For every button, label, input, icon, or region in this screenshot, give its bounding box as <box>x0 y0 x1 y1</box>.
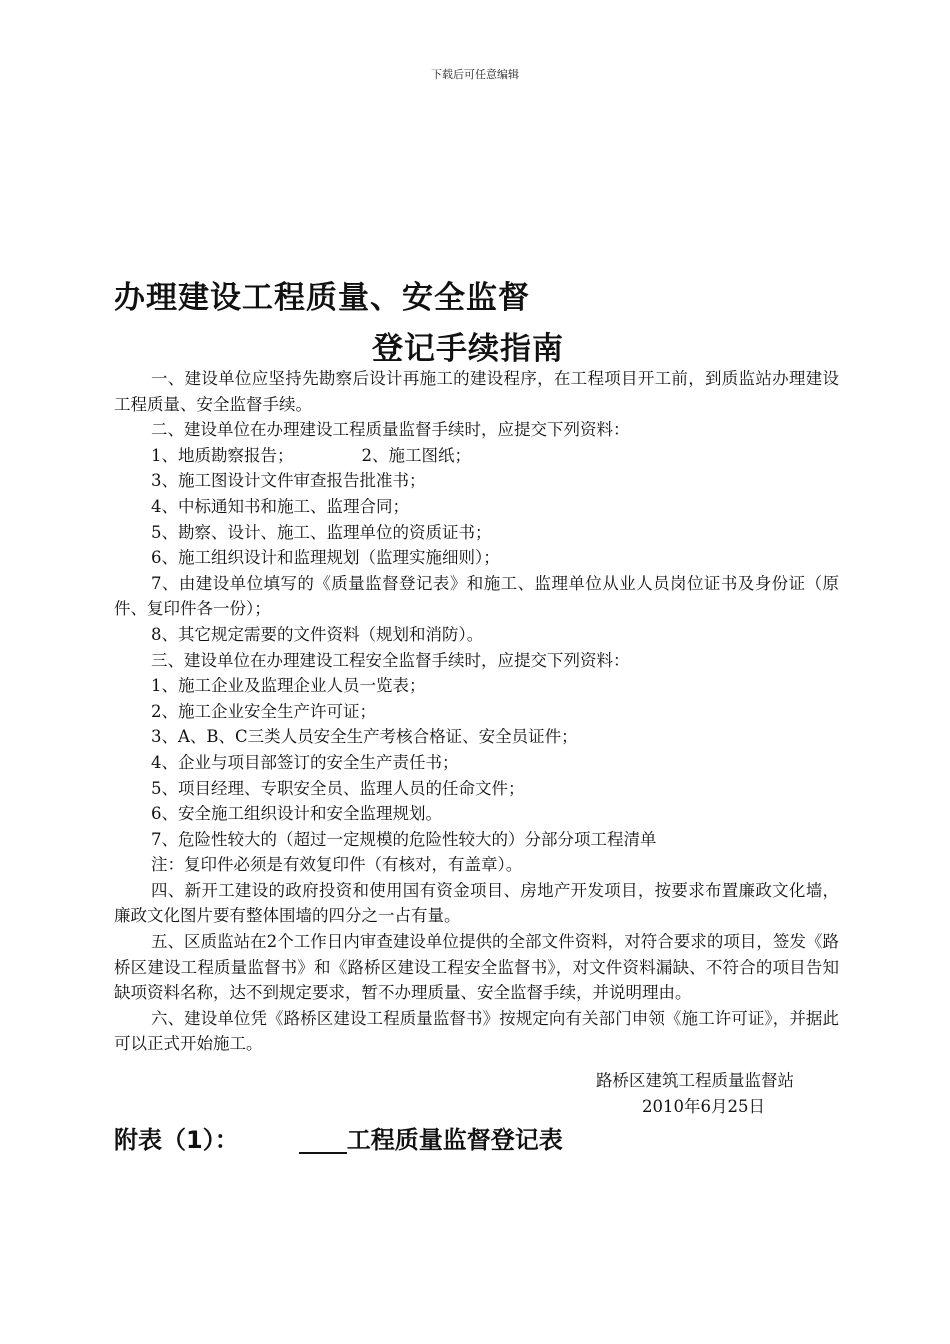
paragraph-6: 六、建设单位凭《路桥区建设工程质量监督书》按规定向有关部门申领《施工许可证》，并据此可以正式开始施工。 <box>114 1008 839 1054</box>
appendix-title: 工程质量监督登记表 <box>346 1126 563 1154</box>
paragraph-3: 三、建设单位在办理建设工程安全监督手续时，应提交下列资料： <box>151 650 630 670</box>
safety-item-2: 2、施工企业安全生产许可证； <box>151 701 376 721</box>
safety-item-5: 5、项目经理、专职安全员、监理人员的任命文件； <box>151 778 525 798</box>
header-note: 下载后可任意编辑 <box>431 68 519 81</box>
appendix-label: 附表（1）： <box>114 1126 239 1154</box>
safety-item-3: 3、A、B、C三类人员安全生产考核合格证、安全员证件； <box>151 727 578 747</box>
safety-item-4: 4、企业与项目部签订的安全生产责任书； <box>151 752 459 772</box>
quality-item-8: 8、其它规定需要的文件资料（规划和消防）。 <box>151 624 484 644</box>
document-title-line2: 登记手续指南 <box>372 331 564 367</box>
quality-item-3: 3、施工图设计文件审查报告批准书； <box>151 471 426 491</box>
document-body <box>114 366 839 1057</box>
paragraph-4: 四、新开工建设的政府投资和使用国有资金项目、房地产开发项目，按要求布置廉政文化墙，廉政文化图片要有整体围墙的四分之一占有量。 <box>114 880 839 926</box>
quality-items-1-2 <box>114 443 839 469</box>
document-title-line1: 办理建设工程质量、安全监督 <box>114 280 530 316</box>
safety-item-1: 1、施工企业及监理企业人员一览表； <box>151 676 426 696</box>
quality-item-7: 7、由建设单位填写的《质量监督登记表》和施工、监理单位从业人员岗位证书及身份证（原件、复印件各一份）； <box>114 573 839 619</box>
quality-item-1: 1、地质勘察报告； <box>151 445 294 465</box>
quality-item-2: 2、施工图纸； <box>361 445 471 465</box>
quality-item-4: 4、中标通知书和施工、监理合同； <box>151 496 409 516</box>
safety-item-7: 7、危险性较大的（超过一定规模的危险性较大的）分部分项工程清单 <box>151 829 657 849</box>
appendix-heading <box>114 1120 563 1155</box>
quality-item-5: 5、勘察、设计、施工、监理单位的资质证书； <box>151 522 492 542</box>
note: 注：复印件必须是有效复印件（有核对，有盖章）。 <box>151 855 523 875</box>
signature-org: 路桥区建筑工程质量监督站 <box>596 1071 794 1090</box>
appendix-blank-line <box>299 1126 347 1154</box>
paragraph-5: 五、区质监站在2个工作日内审查建设单位提供的全部文件资料，对符合要求的项目，签发《路桥区建设工程质量监督书》和《路桥区建设工程安全监督书》，对文件资料漏缺、不符合的项目告知缺项资料名称，达不到规定要求，暂不办理质量、安全监督手续，并说明理由。 <box>114 932 839 1003</box>
safety-item-6: 6、安全施工组织设计和安全监理规划。 <box>151 804 442 824</box>
paragraph-2: 二、建设单位在办理建设工程质量监督手续时，应提交下列资料： <box>151 420 630 440</box>
signature-date: 2010年6月25日 <box>642 1097 765 1116</box>
paragraph-1: 一、建设单位应坚持先勘察后设计再施工的建设程序，在工程项目开工前，到质监站办理建设工程质量、安全监督手续。 <box>114 369 839 414</box>
quality-item-6: 6、施工组织设计和监理规划（监理实施细则）； <box>151 548 500 568</box>
